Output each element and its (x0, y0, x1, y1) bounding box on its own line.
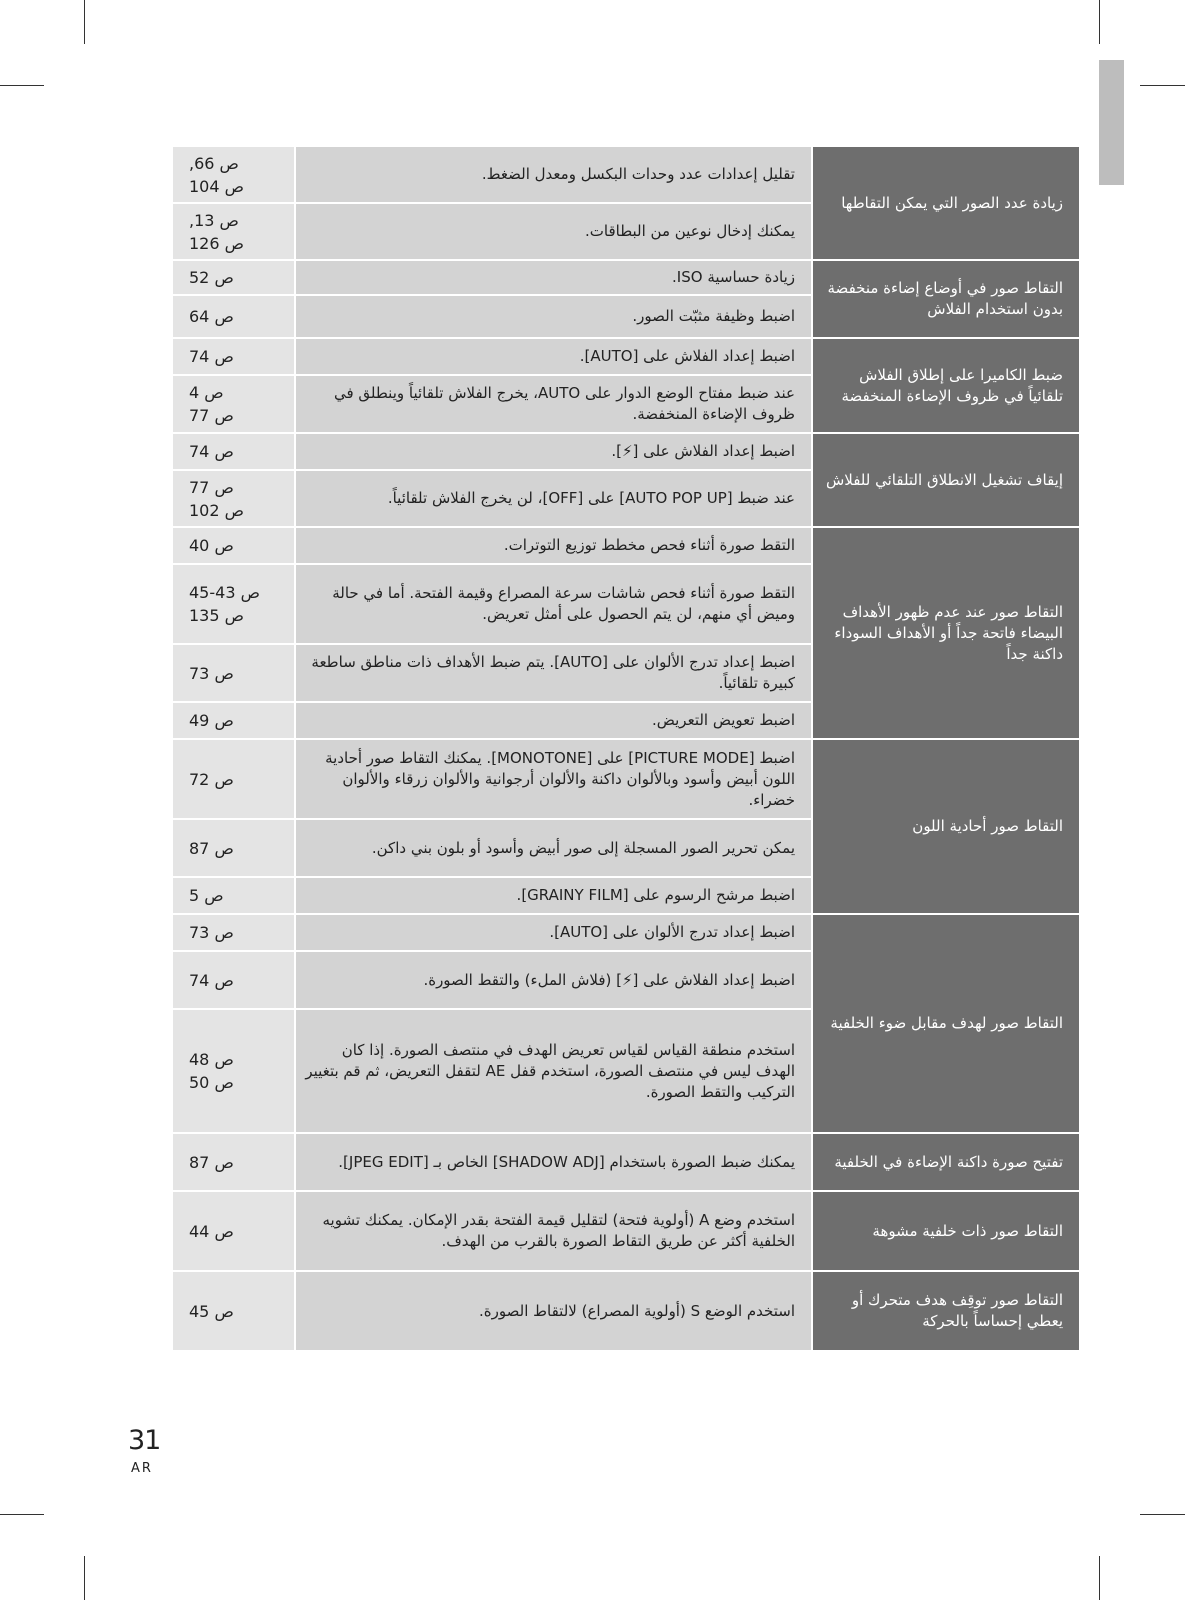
table-row (172, 739, 1080, 819)
page-reference-line: ص 135 (189, 606, 244, 625)
table-row (172, 527, 1080, 564)
page-reference (172, 295, 295, 338)
page-reference-line: ص 64 (189, 307, 234, 326)
table-row (172, 433, 1080, 470)
page-reference-line: ص 126 (189, 233, 244, 253)
page-reference-line: ص 74 (189, 442, 234, 461)
page-reference (172, 1191, 295, 1271)
crop-mark (1140, 1514, 1185, 1515)
topic-cell: تفتيح صورة داكنة الإضاءة في الخلفية (812, 1133, 1080, 1191)
solution-description: التقط صورة أثناء فحص مخطط توزيع التوترات. (295, 527, 812, 564)
page-reference (172, 527, 295, 564)
page-reference (172, 819, 295, 877)
crop-mark (1099, 0, 1100, 44)
solution-description: اضبط إعداد تدرج الألوان على [AUTO]. (295, 914, 812, 951)
solution-description: استخدم الوضع S (أولوية المصراع) لالتقاط الصورة. (295, 1271, 812, 1351)
page-reference (172, 146, 295, 203)
page-reference-line: ص 72 (189, 769, 234, 789)
table-row (172, 1133, 1080, 1191)
crop-mark (0, 85, 44, 86)
solution-description: اضبط تعويض التعريض. (295, 702, 812, 739)
solution-description: اضبط وظيفة مثبّت الصور. (295, 295, 812, 338)
page-reference-line: ص 102 (189, 500, 244, 520)
page-reference-line: ص 13, (189, 210, 239, 230)
page-reference (172, 1009, 295, 1133)
page-reference (172, 1271, 295, 1351)
page-reference-line: ص 45 (189, 1301, 234, 1321)
page-reference-line: ص 77 (189, 406, 234, 425)
topic-cell: زيادة عدد الصور التي يمكن التقاطها (812, 146, 1080, 260)
table-row (172, 338, 1080, 375)
table-row (172, 1271, 1080, 1351)
topic-cell: التقاط صور في أوضاع إضاءة منخفضة بدون استخدام الفلاش (812, 260, 1080, 338)
crop-mark (1140, 85, 1185, 86)
page-reference-line: ص 49 (189, 711, 234, 730)
page-reference (172, 644, 295, 702)
solution-description: اضبط مرشح الرسوم على [GRAINY FILM]. (295, 877, 812, 914)
page-reference (172, 877, 295, 914)
page-reference-line: ص 50 (189, 1073, 234, 1092)
solution-description: استخدم وضع A (أولوية فتحة) لتقليل قيمة الفتحة بقدر الإمكان. يمكنك تشويه الخلفية أكثر عن طريق التقاط الصورة بالقرب من الهدف. (295, 1191, 812, 1271)
page-reference-line: ص 104 (189, 176, 244, 196)
page-reference (172, 702, 295, 739)
page-reference-line: ص 73 (189, 923, 234, 942)
solution-description: عند ضبط مفتاح الوضع الدوار على AUTO، يخرج الفلاش تلقائياً وينطلق في ظروف الإضاءة المنخفضة. (295, 375, 812, 433)
page-reference (172, 203, 295, 260)
solution-description: اضبط إعداد الفلاش على [AUTO]. (295, 338, 812, 375)
page-number: 31 (128, 1425, 161, 1456)
page-reference (172, 338, 295, 375)
crop-mark (0, 1514, 44, 1515)
solution-description: يمكن تحرير الصور المسجلة إلى صور أبيض وأسود أو بلون بني داكن. (295, 819, 812, 877)
solution-description: اضبط [PICTURE MODE] على [MONOTONE]. يمكنك التقاط صور أحادية اللون أبيض وأسود وبالألوان داكنة والألوان أرجوانية والألوان زرقاء والألوان خضراء. (295, 739, 812, 819)
table-row (172, 1191, 1080, 1271)
solution-description: اضبط إعداد الفلاش على [⚡] (فلاش الملء) والتقط الصورة. (295, 951, 812, 1009)
page-reference-line: ص 5 (189, 886, 224, 905)
crop-mark (84, 1556, 85, 1600)
page-reference-line: ص 52 (189, 268, 234, 287)
topic-cell: التقاط صور عند عدم ظهور الأهداف البيضاء فاتحة جداً أو الأهداف السوداء داكنة جداً (812, 527, 1080, 739)
solution-description: عند ضبط [AUTO POP UP] على [OFF]، لن يخرج الفلاش تلقائياً. (295, 470, 812, 527)
page-reference-line: ص 77 (189, 477, 234, 497)
topic-cell: ضبط الكاميرا على إطلاق الفلاش تلقائياً في ظروف الإضاءة المنخفضة (812, 338, 1080, 433)
page-reference-line: ص 87 (189, 1152, 234, 1172)
page-reference-line: ص 40 (189, 536, 234, 555)
page-reference (172, 914, 295, 951)
page-reference-line: ص 74 (189, 347, 234, 366)
topic-cell: التقاط صور توقِف هدف متحرك أو يعطي إحساساً بالحركة (812, 1271, 1080, 1351)
crop-mark (1099, 1556, 1100, 1600)
page-reference (172, 433, 295, 470)
page-reference-line: ص 4 (189, 383, 224, 402)
solution-description: استخدم منطقة القياس لقياس تعريض الهدف في منتصف الصورة. إذا كان الهدف ليس في منتصف الصورة، استخدم قفل AE لتقفل التعريض، ثم قم بتغيير التركيب والتقط الصورة. (295, 1009, 812, 1133)
table-row (172, 146, 1080, 203)
page-reference (172, 260, 295, 295)
page-reference-line: ص 44 (189, 1221, 234, 1241)
page-reference (172, 375, 295, 433)
chapter-tab-marker (1099, 60, 1124, 185)
solution-description: زيادة حساسية ISO. (295, 260, 812, 295)
solution-description: التقط صورة أثناء فحص شاشات سرعة المصراع وقيمة الفتحة. أما في حالة وميض أي منهم، لن يتم الحصول على أمثل تعريض. (295, 564, 812, 644)
troubleshooting-table (171, 145, 1081, 1352)
solution-description: اضبط إعداد تدرج الألوان على [AUTO]. يتم ضبط الأهداف ذات مناطق ساطعة كبيرة تلقائياً. (295, 644, 812, 702)
page-reference-line: ص 74 (189, 970, 234, 990)
page-reference (172, 739, 295, 819)
topic-cell: التقاط صور ذات خلفية مشوهة (812, 1191, 1080, 1271)
page-reference-line: ص 73 (189, 663, 234, 683)
page-reference (172, 1133, 295, 1191)
topic-cell: التقاط صور لهدف مقابل ضوء الخلفية (812, 914, 1080, 1133)
page-reference-line: ص 48 (189, 1050, 234, 1069)
table-row (172, 914, 1080, 951)
solution-description: اضبط إعداد الفلاش على [⚡]. (295, 433, 812, 470)
solution-description: يمكنك ضبط الصورة باستخدام [SHADOW ADJ] الخاص بـ [JPEG EDIT]. (295, 1133, 812, 1191)
page-reference (172, 951, 295, 1009)
solution-description: يمكنك إدخال نوعين من البطاقات. (295, 203, 812, 260)
page-language: AR (131, 1461, 153, 1476)
crop-mark (84, 0, 85, 44)
page-reference (172, 470, 295, 527)
topic-cell: التقاط صور أحادية اللون (812, 739, 1080, 914)
topic-cell: إيقاف تشغيل الانطلاق التلقائي للفلاش (812, 433, 1080, 527)
page-reference-line: ص 66, (189, 153, 239, 173)
solution-description: تقليل إعدادات عدد وحدات البكسل ومعدل الضغط. (295, 146, 812, 203)
table-row (172, 260, 1080, 295)
page-reference (172, 564, 295, 644)
page-reference-line: ص 43-45 (189, 583, 260, 602)
page-reference-line: ص 87 (189, 838, 234, 858)
